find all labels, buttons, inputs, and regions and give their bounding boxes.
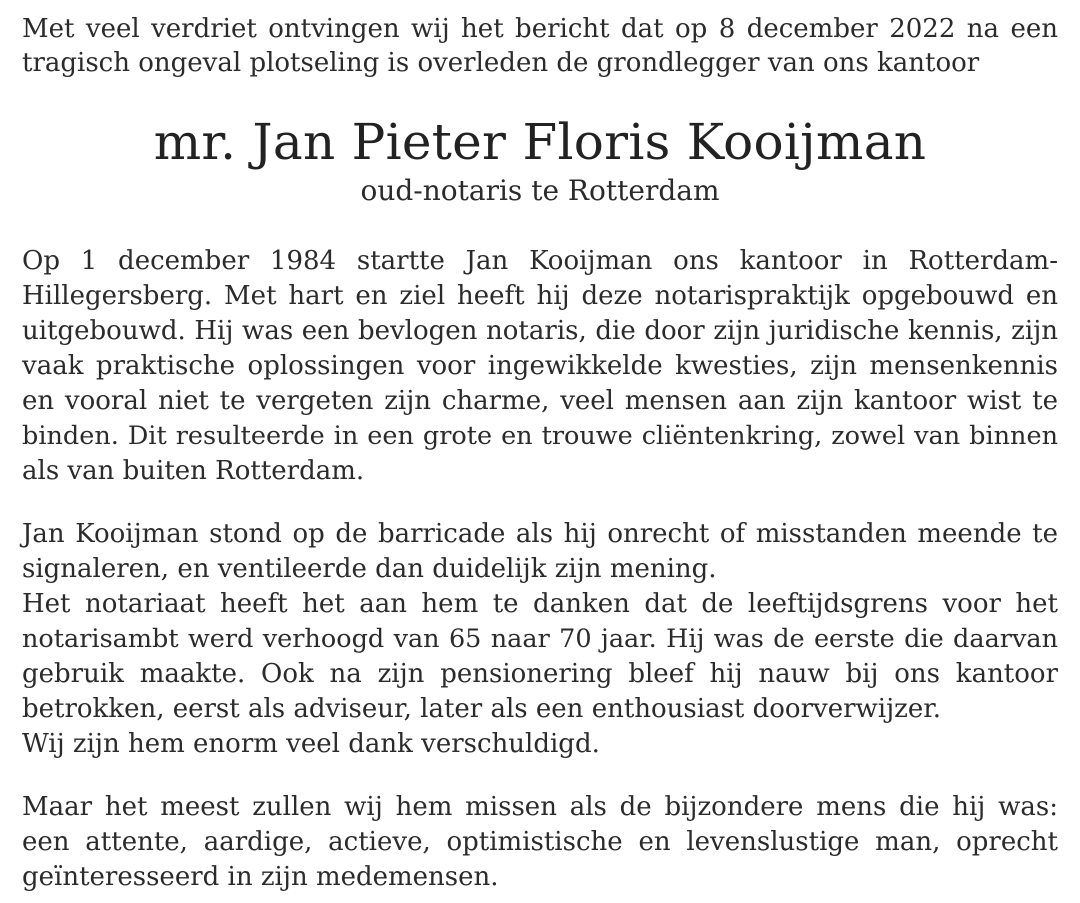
paragraph2-line: Wij zijn hem enorm veel dank verschuldigd. [22, 729, 600, 759]
intro-line-2: tragisch ongeval plotseling is overleden de grondlegger van ons kantoor [22, 48, 980, 78]
paragraph2-line: Het notariaat heeft het aan hem te danken dat de leeftijdsgrens voor het [22, 589, 1058, 619]
paragraph1-line: binden. Dit resulteerde in een grote en trouwe cliëntenkring, zowel van binnen [22, 421, 1058, 451]
paragraph1-line: Op 1 december 1984 startte Jan Kooijman ons kantoor in Rotterdam- [22, 246, 1058, 276]
deceased-name: mr. Jan Pieter Floris Kooijman [153, 113, 927, 171]
paragraph2-line: Jan Kooijman stond op de barricade als hij onrecht of misstanden meende te [22, 519, 1058, 549]
paragraph1-line: en vooral niet te vergeten zijn charme, veel mensen aan zijn kantoor wist te [22, 386, 1058, 416]
paragraph1-line: uitgebouwd. Hij was een bevlogen notaris, die door zijn juridische kennis, zijn [22, 316, 1058, 346]
paragraph1-line: Hillegersberg. Met hart en ziel heeft hij deze notarispraktijk opgebouwd en [22, 281, 1058, 311]
paragraph2-line: betrokken, eerst als adviseur, later als een enthousiast doorverwijzer. [22, 694, 942, 724]
deceased-title: oud-notaris te Rotterdam [360, 174, 720, 207]
paragraph2-line: gebruik maakte. Ook na zijn pensionering bleef hij nauw bij ons kantoor [22, 659, 1058, 689]
paragraph3-line: geïnteresseerd in zijn medemensen. [22, 862, 499, 892]
paragraph3-line: een attente, aardige, actieve, optimistische en levenslustige man, oprecht [22, 827, 1058, 857]
paragraph1-line: als van buiten Rotterdam. [22, 456, 365, 486]
paragraph2-line: notarisambt werd verhoogd van 65 naar 70 jaar. Hij was de eerste die daarvan [22, 624, 1058, 654]
paragraph2-line: signaleren, en ventileerde dan duidelijk zijn mening. [22, 554, 717, 584]
paragraph3-line: Maar het meest zullen wij hem missen als de bijzondere mens die hij was: [22, 792, 1058, 822]
intro-line-1: Met veel verdriet ontvingen wij het bericht dat op 8 december 2022 na een [22, 14, 1058, 44]
paragraph1-line: vaak praktische oplossingen voor ingewikkelde kwesties, zijn mensenkennis [22, 351, 1058, 381]
